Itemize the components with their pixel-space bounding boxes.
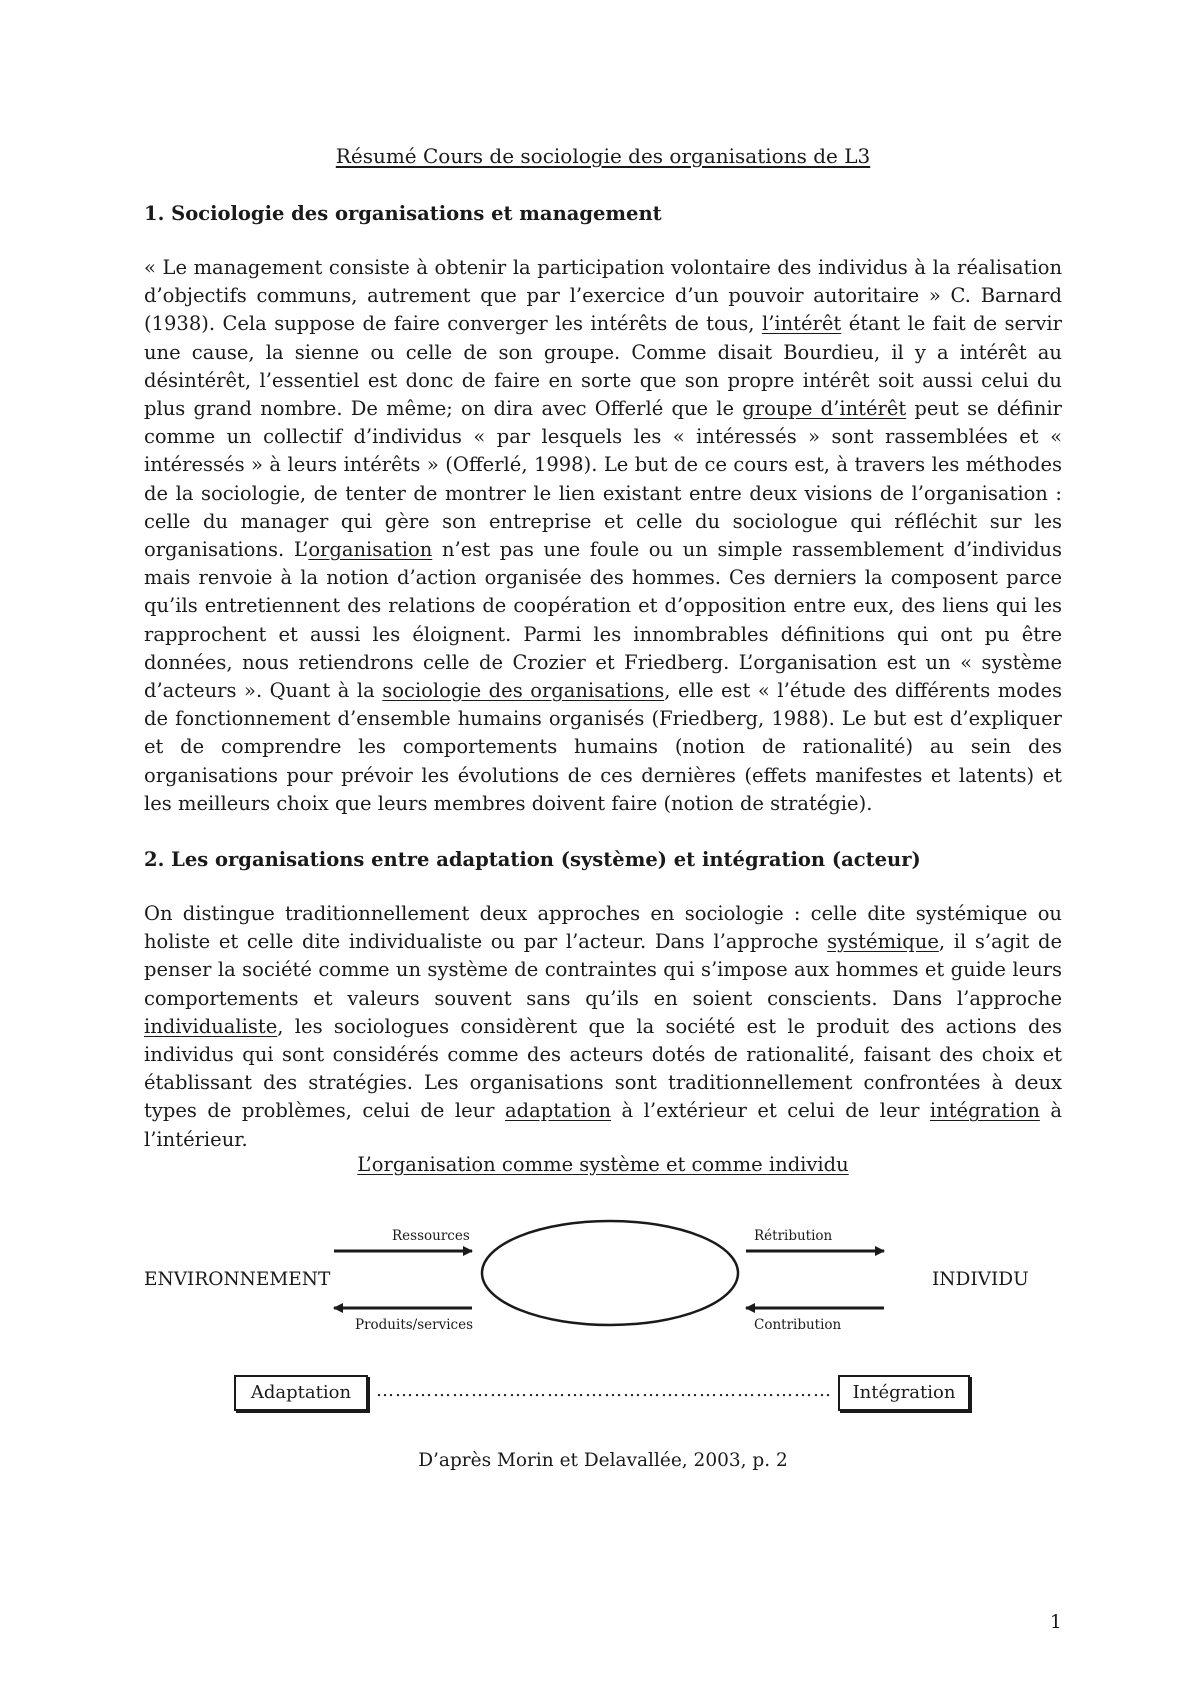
text-run: à l’intérieur. bbox=[144, 1099, 1062, 1151]
text-run: à l’extérieur et celui de leur bbox=[611, 1099, 930, 1123]
diagram-graphics bbox=[0, 1200, 1200, 1460]
label-produits-services: Produits/services bbox=[355, 1317, 474, 1333]
underlined-term-groupe-interet: groupe d’intérêt bbox=[742, 397, 907, 421]
organisation-diagram bbox=[0, 1200, 1200, 1460]
underlined-term-organisation: organisation bbox=[308, 538, 433, 562]
label-environnement: ENVIRONNEMENT bbox=[144, 1269, 331, 1290]
underlined-term-interet: l’intérêt bbox=[761, 312, 842, 336]
figure-title: L’organisation comme système et comme individu bbox=[357, 1153, 849, 1176]
text-run: peut se définir comme un collectif d’individus « par lesquels les « intéressés » sont rassemblées et « intéressés » à leurs intérêts » (Offerlé, 1998). Le but de ce cours est, à travers les méthodes de la sociologie, de tenter de montrer le lien existant entre deux visions de l’organisation : celle du manager qui gère son entreprise et celle du sociologue qui réfléchit sur les organisations. L’ bbox=[144, 397, 1062, 562]
section-1-paragraph bbox=[144, 254, 1062, 818]
dotted-connector: ……………………………………………………………… bbox=[376, 1380, 832, 1401]
text-run: « Le management consiste à obtenir la participation volontaire des individus à la réalisation d’objectifs communs, autrement que par l’exercice d’un pouvoir autoritaire » C. Barnard (1938). Cela suppose de faire converger les intérêts de tous, bbox=[144, 256, 1062, 336]
underlined-term-sociologie-organisations: sociologie des organisations bbox=[382, 679, 665, 703]
section-2-heading: 2. Les organisations entre adaptation (système) et intégration (acteur) bbox=[144, 848, 921, 871]
label-contribution: Contribution bbox=[754, 1317, 842, 1333]
figure-source: D’après Morin et Delavallée, 2003, p. 2 bbox=[418, 1450, 788, 1471]
section-2-paragraph bbox=[144, 900, 1062, 1154]
organisation-ellipse bbox=[482, 1221, 738, 1325]
text-run: On distingue traditionnellement deux approches en sociologie : celle dite systémique ou holiste et celle dite individualiste ou par l’acteur. Dans l’approche bbox=[144, 902, 1062, 954]
label-retribution: Rétribution bbox=[754, 1228, 833, 1244]
page-number: 1 bbox=[1050, 1612, 1062, 1633]
box-integration: Intégration bbox=[838, 1375, 970, 1411]
document-title: Résumé Cours de sociologie des organisations de L3 bbox=[335, 144, 871, 168]
text-run: , il s’agit de penser la société comme un système de contraintes qui s’impose aux hommes et guide leurs comportements et valeurs souvent sans qu’ils en soient conscients. Dans l’approche bbox=[144, 930, 1062, 1010]
text-run: , elle est « l’étude des différents modes de fonctionnement d’ensemble humains organisés (Friedberg, 1988). Le but est d’expliquer et de comprendre les comportements humains (notion de rationalité) au sein des organisations pour prévoir les évolutions de ces dernières (effets manifestes et latents) et les meilleurs choix que leurs membres doivent faire (notion de stratégie). bbox=[144, 679, 1062, 815]
underlined-term-integration: intégration bbox=[929, 1099, 1040, 1123]
underlined-term-systemique: systémique bbox=[827, 930, 939, 954]
underlined-term-adaptation: adaptation bbox=[504, 1099, 612, 1123]
text-run: n’est pas une foule ou un simple rassemblement d’individus mais renvoie à la notion d’action organisée des hommes. Ces derniers la composent parce qu’ils entretiennent des relations de coopération et d’opposition entre eux, des liens qui les rapprochent et aussi les éloignent. Parmi les innombrables définitions qui ont pu être données, nous retiendrons celle de Crozier et Friedberg. L’organisation est un « système d’acteurs ». Quant à la bbox=[144, 538, 1062, 703]
text-run: étant le fait de servir une cause, la sienne ou celle de son groupe. Comme disait Bourdieu, il y a intérêt au désintérêt, l’essentiel est donc de faire en sorte que son propre intérêt soit aussi celui du plus grand nombre. De même; on dira avec Offerlé que le bbox=[144, 312, 1062, 421]
label-ressources: Ressources bbox=[392, 1228, 470, 1244]
underlined-term-individualiste: individualiste bbox=[144, 1014, 278, 1038]
section-1-heading: 1. Sociologie des organisations et management bbox=[144, 202, 662, 225]
label-individu: INDIVIDU bbox=[932, 1269, 1029, 1290]
text-run: , les sociologues considèrent que la société est le produit des actions des individus qui sont considérés comme des acteurs dotés de rationalité, faisant des choix et établissant des stratégies. Les organisations sont traditionnellement confrontées à deux types de problèmes, celui de leur bbox=[144, 1014, 1062, 1123]
box-adaptation: Adaptation bbox=[234, 1375, 368, 1411]
